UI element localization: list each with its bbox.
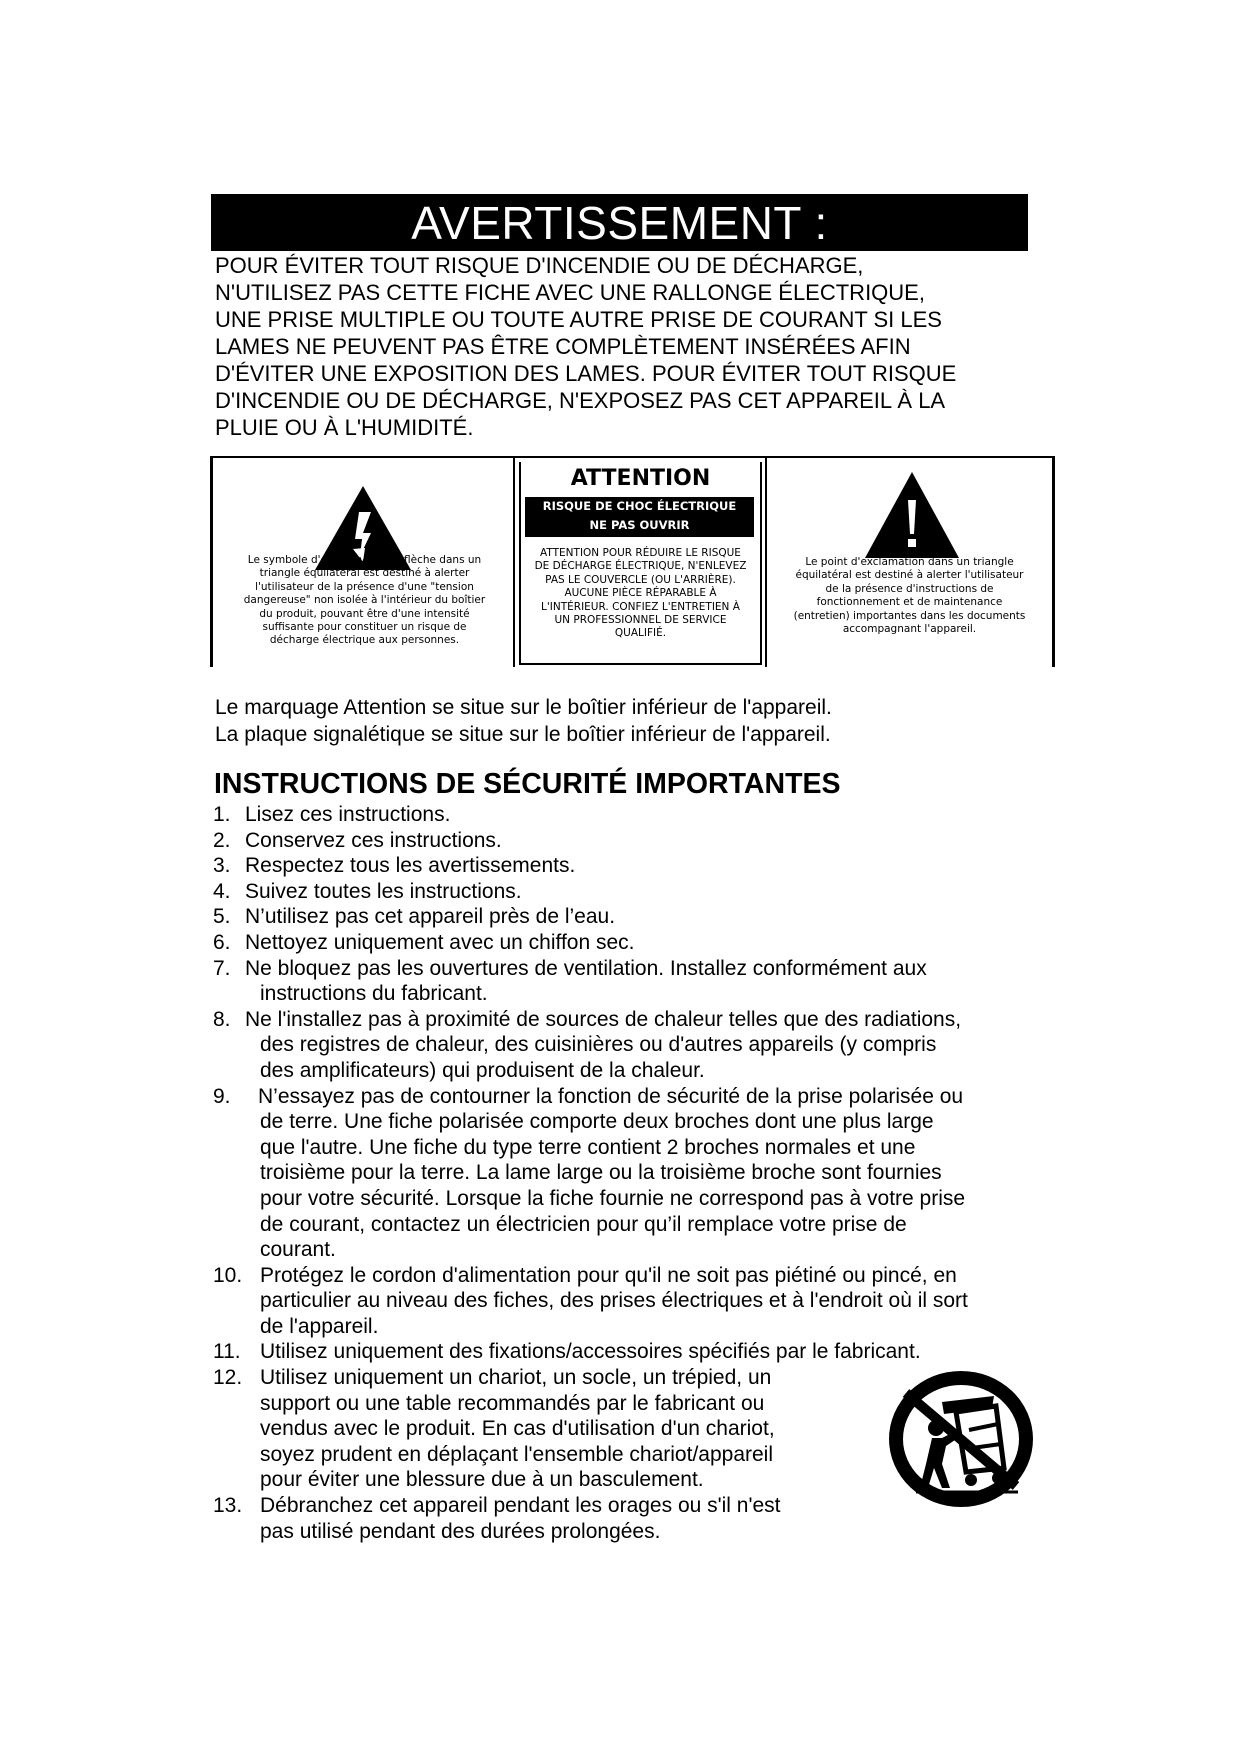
list-item: 6. Nettoyez uniquement avec un chiffon sec. — [213, 930, 635, 954]
list-item: 4. Suivez toutes les instructions. — [213, 879, 522, 903]
cart-tip-over-warning-icon — [886, 1368, 1036, 1510]
warning-line: UNE PRISE MULTIPLE OU TOUTE AUTRE PRISE DE COURANT SI LES — [215, 307, 942, 332]
note-line: Le marquage Attention se situe sur le boîtier inférieur de l'appareil. — [215, 696, 832, 719]
list-item: 10. Protégez le cordon d'alimentation pour qu'il ne soit pas piétiné ou pincé, en particulier au niveau des fiches, des prises électriques et à l'endroit où il sort de l'appareil. — [213, 1263, 968, 1338]
attention-label — [519, 462, 762, 665]
warning-line: D'ÉVITER UNE EXPOSITION DES LAMES. POUR ÉVITER TOUT RISQUE — [215, 361, 957, 386]
exclamation-description: Le point d'exclamation dans un triangle équilatéral est destiné à alerter l'utilisateur de la présence d'instructions de fonctionnement et de maintenance (entretien) importantes dans les documents accompagnant l'appareil. — [793, 556, 1026, 636]
warning-text — [215, 252, 1035, 441]
attention-column — [513, 458, 765, 667]
list-item: 8. Ne l'installez pas à proximité de sources de chaleur telles que des radiations, des registres de chaleur, des cuisinières ou d'autres appareils (y compris des amplificateurs) qui produisent de la chaleur. — [213, 1007, 962, 1082]
exclamation-triangle-icon — [865, 472, 959, 558]
list-item: 13. Débranchez cet appareil pendant les orages ou s'il n'est pas utilisé pendant des durées prolongées. — [213, 1494, 781, 1543]
list-item: 1. Lisez ces instructions. — [213, 803, 451, 826]
warning-line: D'INCENDIE OU DE DÉCHARGE, N'EXPOSEZ PAS CET APPAREIL À LA — [215, 388, 946, 413]
note-line: La plaque signalétique se situe sur le boîtier inférieur de l'appareil. — [215, 723, 831, 746]
lightning-symbol-column — [210, 458, 513, 667]
list-item: 3. Respectez tous les avertissements. — [213, 854, 576, 878]
attention-warning-box: RISQUE DE CHOC ÉLECTRIQUE NE PAS OUVRIR — [525, 497, 754, 537]
list-item: 7. Ne bloquez pas les ouvertures de ventilation. Installez conformément aux instructions du fabricant. — [213, 956, 927, 1006]
label-location-notes — [215, 694, 832, 748]
list-item: 11. Utilisez uniquement des fixations/accessoires spécifiés par le fabricant. — [213, 1340, 921, 1364]
list-item: 12. Utilisez uniquement un chariot, un socle, un trépied, un support ou une table recommandés par le fabricant ou vendus avec le produit. En cas d'utilisation d'un chariot, soyez prudent en déplaçant l'ensemble chariot/appareil pour éviter une blessure due à un basculement. — [213, 1366, 775, 1492]
list-item: 5. N’utilisez pas cet appareil près de l’eau. — [213, 905, 616, 929]
list-item: 9. N’essayez pas de contourner la fonction de sécurité de la prise polarisée ou de terre. Une fiche polarisée comporte deux broches dont une plus large que l'autre. Une fiche du type terre contient 2 broches normales et une troisième pour la terre. La lame large ou la troisième broche sont fournies pour votre sécurité. Lorsque la fiche fournie ne correspond pas à votre prise de courant, contactez un électricien pour qu’il remplace votre prise de courant. — [213, 1084, 966, 1262]
warning-line: PLUIE OU À L'HUMIDITÉ. — [215, 415, 474, 440]
attention-title: ATTENTION — [570, 466, 711, 491]
instructions-heading: INSTRUCTIONS DE SÉCURITÉ IMPORTANTES — [214, 768, 841, 800]
list-item: 2. Conservez ces instructions. — [213, 828, 502, 852]
warning-banner: AVERTISSEMENT : — [211, 194, 1028, 251]
attention-description: ATTENTION POUR RÉDUIRE LE RISQUE DE DÉCHARGE ÉLECTRIQUE, N'ENLEVEZ PAS LE COUVERCLE (OU L'ARRIÈRE). AUCUNE PIÈCE RÉPARABLE À L'INTÉRIEUR. CONFIEZ L'ENTRETIEN À UN PROFESSIONNEL DE SERVICE QUALIFIÉ. — [534, 547, 747, 640]
safety-symbols-panel — [210, 456, 1055, 665]
instructions-list — [213, 802, 968, 1544]
warning-line: N'UTILISEZ PAS CETTE FICHE AVEC UNE RALLONGE ÉLECTRIQUE, — [215, 280, 925, 305]
warning-line: POUR ÉVITER TOUT RISQUE D'INCENDIE OU DE DÉCHARGE, — [215, 253, 864, 278]
lightning-description: Le symbole d'éclair avec une flèche dans un triangle équilatéral est destiné à alerter l'utilisateur de la présence d'une "tension dangereuse" non isolée à l'intérieur du boîtier du produit, pouvant être d'une intensité suffisante pour constituer un risque de décharge électrique aux personnes. — [243, 554, 486, 647]
exclamation-symbol-column — [765, 458, 1055, 667]
warning-line: LAMES NE PEUVENT PAS ÊTRE COMPLÈTEMENT INSÉRÉES AFIN — [215, 334, 911, 359]
